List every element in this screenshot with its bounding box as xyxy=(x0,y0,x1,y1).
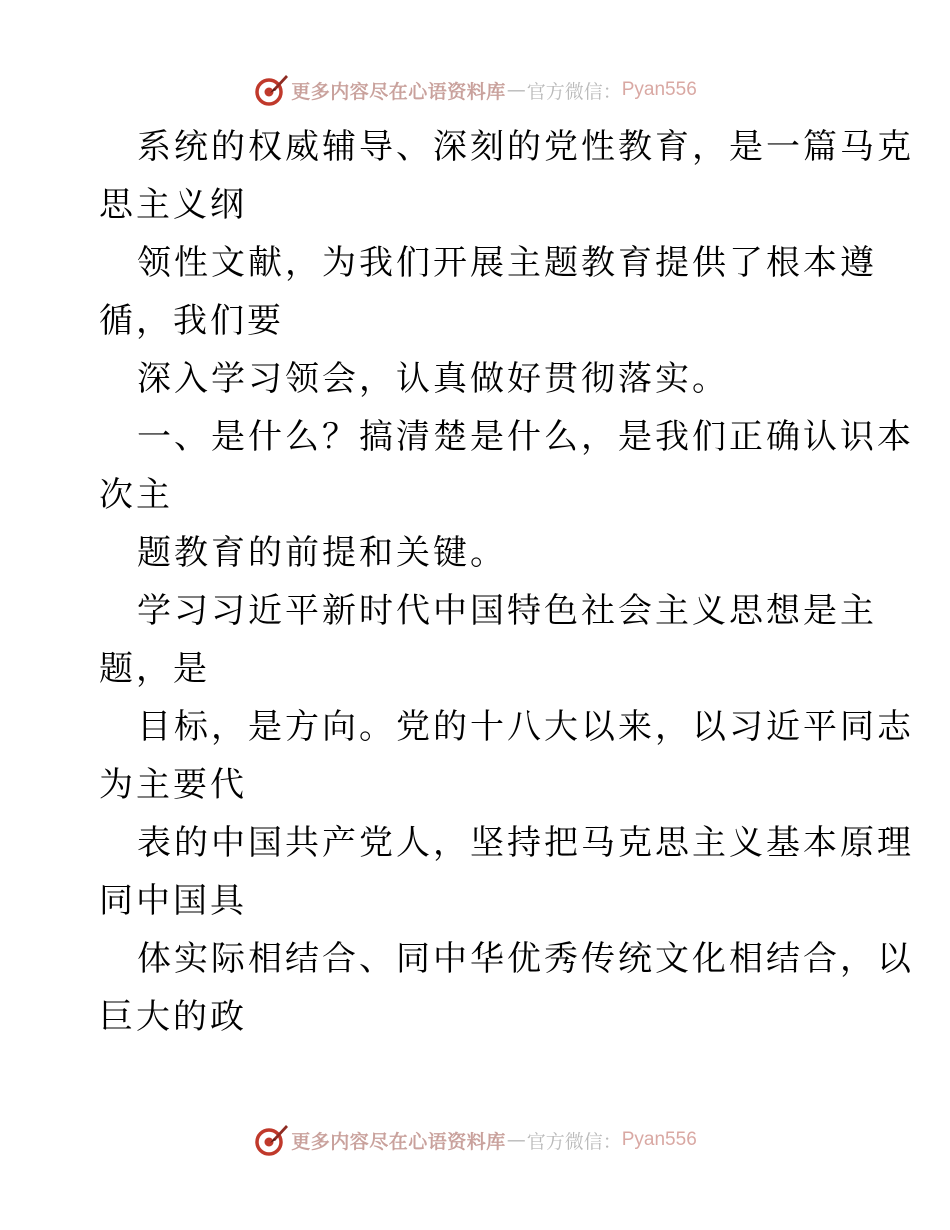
header-watermark-label: 官方微信： xyxy=(526,80,622,103)
footer-watermark-dash: — xyxy=(506,1129,526,1151)
paragraph-line: 题教育的前提和关键。 xyxy=(137,533,507,573)
header-watermark-id: Pyan556 xyxy=(621,79,697,100)
brush-logo-icon xyxy=(253,72,289,108)
paragraph-line: 一、是什么？搞清楚是什么，是我们正确认识本 xyxy=(137,417,914,457)
header-watermark-title: 更多内容尽在心语资料库 xyxy=(291,80,506,103)
paragraph-line: 学习习近平新时代中国特色社会主义思想是主 xyxy=(137,591,877,631)
paragraph-line: 题，是 xyxy=(99,649,210,689)
brush-logo-icon xyxy=(253,1122,289,1158)
paragraph-line: 思主义纲 xyxy=(99,185,247,225)
paragraph-line: 系统的权威辅导、深刻的党性教育，是一篇马克 xyxy=(137,127,914,167)
footer-watermark-title: 更多内容尽在心语资料库 xyxy=(291,1130,506,1153)
paragraph-line: 巨大的政 xyxy=(99,997,247,1037)
paragraph-line: 表的中国共产党人，坚持把马克思主义基本原理 xyxy=(137,823,914,863)
footer-watermark-label: 官方微信： xyxy=(526,1130,622,1153)
paragraph-line: 深入学习领会，认真做好贯彻落实。 xyxy=(137,359,729,399)
header-watermark-dash: — xyxy=(506,79,526,101)
footer-watermark-id: Pyan556 xyxy=(621,1129,697,1150)
header-watermark xyxy=(0,70,950,110)
paragraph-line: 循，我们要 xyxy=(99,301,284,341)
footer-watermark xyxy=(0,1120,950,1160)
paragraph-line: 体实际相结合、同中华优秀传统文化相结合，以 xyxy=(137,939,914,979)
paragraph-line: 领性文献，为我们开展主题教育提供了根本遵 xyxy=(137,243,877,283)
paragraph-line: 为主要代 xyxy=(99,765,247,805)
paragraph-line: 同中国具 xyxy=(99,881,247,921)
paragraph-line: 次主 xyxy=(99,475,173,515)
paragraph-line: 目标，是方向。党的十八大以来，以习近平同志 xyxy=(137,707,914,747)
